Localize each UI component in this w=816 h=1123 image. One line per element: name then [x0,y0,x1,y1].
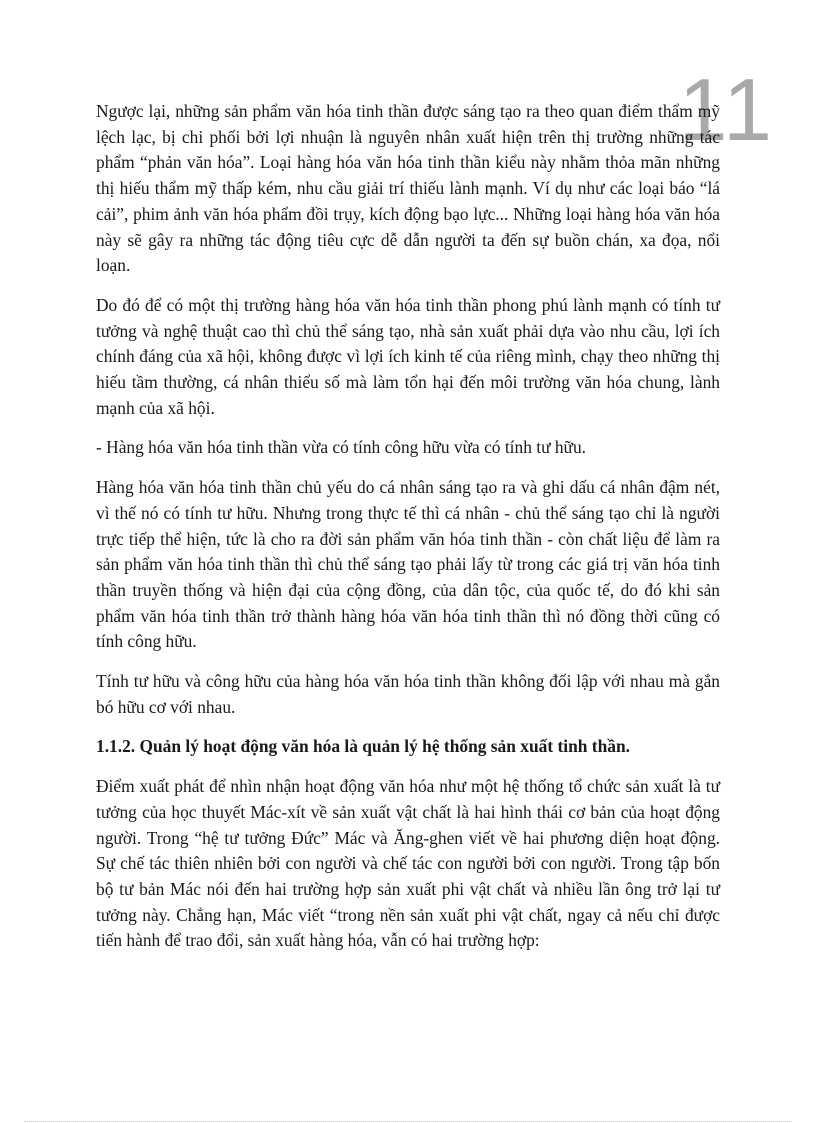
document-body [96,99,720,968]
paragraph-cultural-production-system: Điểm xuất phát để nhìn nhận hoạt động văn hóa như một hệ thống tổ chức sản xuất là tư tưởng của học thuyết Mác-xít về sản xuất vật chất là hai hình thái cơ bản của hoạt động người. Trong “hệ tư tưởng Đức” Mác và Ăng-ghen viết về hai phương diện hoạt động. Sự chế tác thiên nhiên bởi con người và chế tác con người bởi con người. Trong tập bốn bộ tư bản Mác nói đến hai trường hợp sản xuất phi vật chất và nhiều lần ông trở lại tư tưởng này. Chẳng hạn, Mác viết “trong nền sản xuất phi vật chất, ngay cả nếu chỉ được tiến hành để trao đổi, sản xuất hàng hóa, vẫn có hai trường hợp: [96,776,720,951]
section-heading-1-1-2: 1.1.2. Quản lý hoạt động văn hóa là quản lý hệ thống sản xuất tinh thần. [96,736,630,757]
paragraph-public-private-ownership-point: - Hàng hóa văn hóa tinh thần vừa có tính công hữu vừa có tính tư hữu. [96,437,587,458]
page-number: 11 [678,60,774,159]
paragraph-anti-culture-products: Ngược lại, những sản phẩm văn hóa tinh thần được sáng tạo ra theo quan điểm thẩm mỹ lệch lạc, bị chi phối bởi lợi nhuận là nguyên nhân xuất hiện trên thị trường những tác phẩm “phản văn hóa”. Loại hàng hóa văn hóa tinh thần kiểu này nhằm thỏa mãn những thị hiếu thẩm mỹ thấp kém, nhu cầu giải trí thiếu lành mạnh. Ví dụ như các loại báo “lá cải”, phim ảnh văn hóa phẩm đồi trụy, kích động bạo lực... Những loại hàng hóa văn hóa này sẽ gây ra những tác động tiêu cực dễ dẫn người ta đến sự buồn chán, xa đọa, nổi loạn. [96,101,720,276]
paragraph-healthy-market: Do đó để có một thị trường hàng hóa văn hóa tinh thần phong phú lành mạnh có tính tư tưởng và nghệ thuật cao thì chủ thể sáng tạo, nhà sản xuất phải dựa vào nhu cầu, lợi ích chính đáng của xã hội, không được vì lợi ích kinh tế của riêng mình, chạy theo những thị hiếu tầm thường, cá nhân thiểu số mà làm tổn hại đến môi trường văn hóa chung, lành mạnh của xã hội. [96,294,720,418]
page-bottom-divider [24,1121,792,1122]
paragraph-private-ownership-explanation: Hàng hóa văn hóa tinh thần chủ yếu do cá nhân sáng tạo ra và ghi dấu cá nhân đậm nét, vì thế nó có tính tư hữu. Nhưng trong thực tế thì cá nhân - chủ thể sáng tạo chỉ là người trực tiếp thể hiện, tức là cho ra đời sản phẩm văn hóa tinh thần - còn chất liệu để làm ra sản phẩm văn hóa tinh thần thì chủ thể sáng tạo phải lấy từ trong các giá trị văn hóa tinh thần truyền thống và hiện đại của cộng đồng, của dân tộc, của quốc tế, do đó khi sản phẩm văn hóa tinh thần trở thành hàng hóa văn hóa tinh thần thì nó đồng thời cũng có tính công hữu. [96,477,720,652]
paragraph-ownership-relation: Tính tư hữu và công hữu của hàng hóa văn hóa tinh thần không đối lập với nhau mà gắn bó hữu cơ với nhau. [96,671,720,717]
